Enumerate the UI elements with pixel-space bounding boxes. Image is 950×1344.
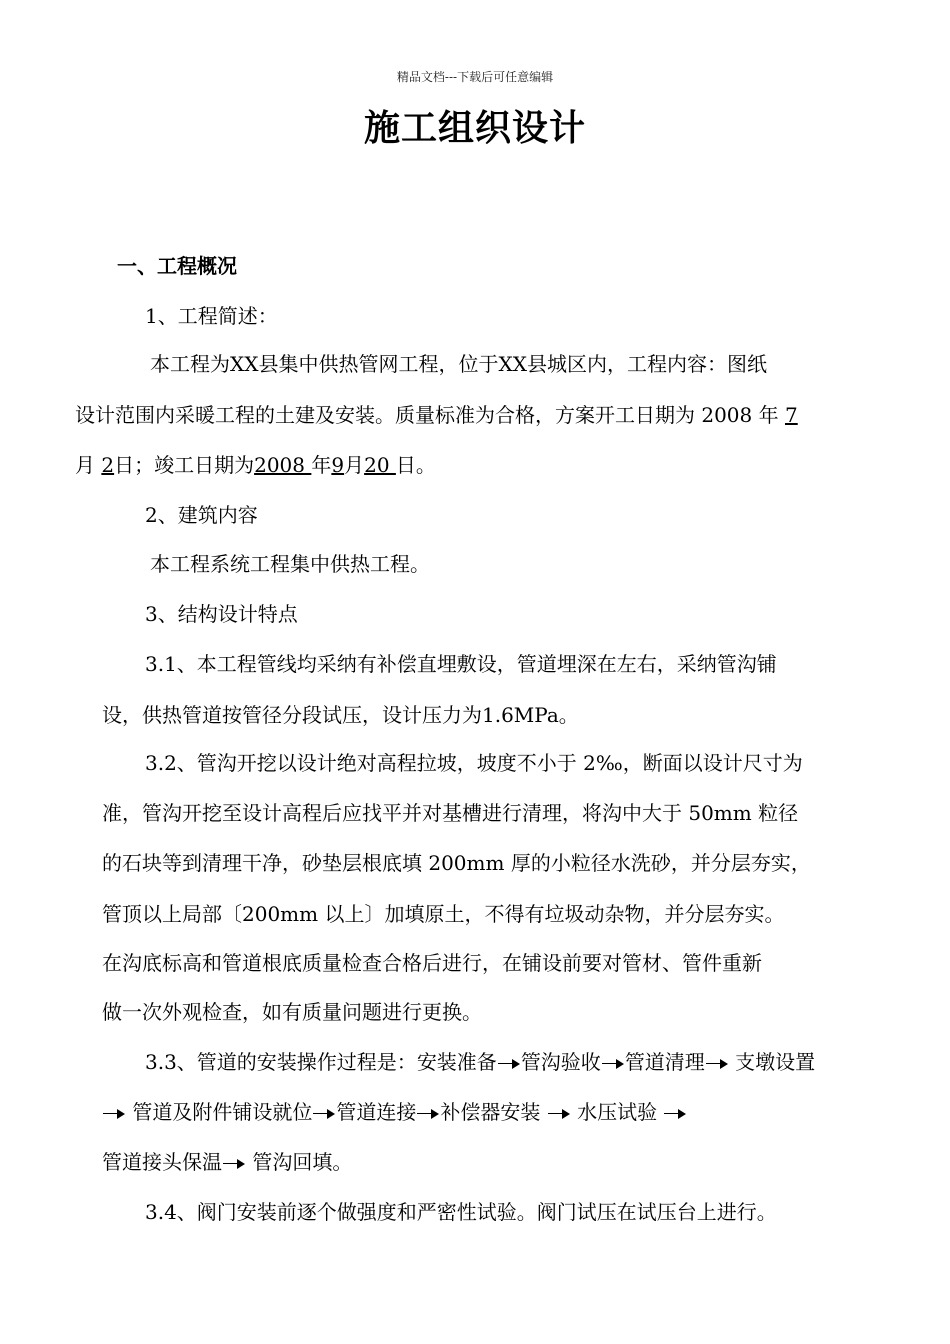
text: 月 <box>344 453 365 477</box>
process-step: 补偿器安装 <box>440 1100 541 1124</box>
text: 日；竣工日期为 <box>114 453 255 477</box>
paragraph-3-4: 3.4、阀门安装前逐个做强度和严密性试验。阀门试压在试压台上进行。 <box>145 1200 777 1224</box>
arrow-right-icon <box>602 1057 624 1071</box>
paragraph-1-line-3 <box>75 453 436 477</box>
paragraph-3-3-line-1 <box>145 1050 815 1074</box>
document-title: 施工组织设计 <box>363 107 586 149</box>
paragraph-3-3-line-2 <box>102 1100 687 1124</box>
process-intro: 3.3、管道的安装操作过程是： <box>145 1050 417 1074</box>
arrow-right-icon <box>313 1107 335 1121</box>
text: 日。 <box>395 453 436 477</box>
paragraph-3-1-line-2: 设，供热管道按管径分段试压，设计压力为1.6MPa。 <box>102 703 579 727</box>
text: 月 <box>75 453 95 477</box>
paragraph-3-2-line-6: 做一次外观检查，如有质量问题进行更换。 <box>102 1000 482 1024</box>
paragraph-1-line-2 <box>75 403 798 427</box>
paragraph-3-2-line-1: 3.2、管沟开挖以设计绝对高程拉坡，坡度不小于 2‰，断面以设计尺寸为 <box>145 751 803 775</box>
arrow-right-icon <box>664 1107 686 1121</box>
paragraph-3-3-line-3 <box>102 1150 352 1174</box>
process-step: 水压试验 <box>577 1100 658 1124</box>
arrow-right-icon <box>103 1107 125 1121</box>
process-step: 管道接头保温 <box>102 1150 222 1174</box>
subheading-3: 3、结构设计特点 <box>145 602 298 626</box>
process-step: 管沟验收 <box>520 1050 601 1074</box>
end-month: 9 <box>331 453 345 477</box>
arrow-right-icon <box>223 1157 245 1171</box>
end-day: 20 <box>364 453 396 477</box>
process-step: 管沟回填。 <box>252 1150 353 1174</box>
arrow-right-icon <box>417 1107 439 1121</box>
start-day: 2 <box>101 453 115 477</box>
end-year: 2008 <box>254 453 312 477</box>
paragraph-3-2-line-4: 管顶以上局部〔200mm 以上〕加填原土，不得有垃圾动杂物，并分层夯实。 <box>102 902 785 926</box>
process-step: 管道连接 <box>336 1100 417 1124</box>
paragraph-2: 本工程系统工程集中供热工程。 <box>150 552 430 576</box>
process-step: 管道及附件铺设就位 <box>132 1100 313 1124</box>
start-month: 7 <box>784 403 798 427</box>
process-step: 支墩设置 <box>735 1050 816 1074</box>
paragraph-3-2-line-3: 的石块等到清理干净，砂垫层根底填 200mm 厚的小粒径水洗砂，并分层夯实， <box>102 851 811 875</box>
process-step: 安装准备 <box>416 1050 497 1074</box>
paragraph-3-2-line-5: 在沟底标高和管道根底质量检查合格后进行，在铺设前要对管材、管件重新 <box>102 951 762 975</box>
arrow-right-icon <box>498 1057 520 1071</box>
arrow-right-icon <box>706 1057 728 1071</box>
page-header: 精品文档---下载后可任意编辑 <box>396 70 554 84</box>
paragraph-1-line-1: 本工程为XX县集中供热管网工程，位于XX县城区内，工程内容：图纸 <box>150 352 767 376</box>
subheading-1: 1、工程简述： <box>145 304 278 328</box>
arrow-right-icon <box>548 1107 570 1121</box>
paragraph-3-2-line-2: 准，管沟开挖至设计高程后应找平并对基槽进行清理，将沟中大于 50mm 粒径 <box>102 801 799 825</box>
process-step: 管道清理 <box>624 1050 705 1074</box>
subheading-2: 2、建筑内容 <box>145 503 258 527</box>
section-heading-1: 一、工程概况 <box>117 254 237 278</box>
paragraph-3-1-line-1: 3.1、本工程管线均采纳有补偿直埋敷设，管道埋深在左右，采纳管沟铺 <box>145 652 777 676</box>
text: 年 <box>311 453 332 477</box>
paragraph-1-text: 设计范围内采暖工程的土建及安装。质量标准为合格，方案开工日期为 2008 年 <box>75 403 779 427</box>
